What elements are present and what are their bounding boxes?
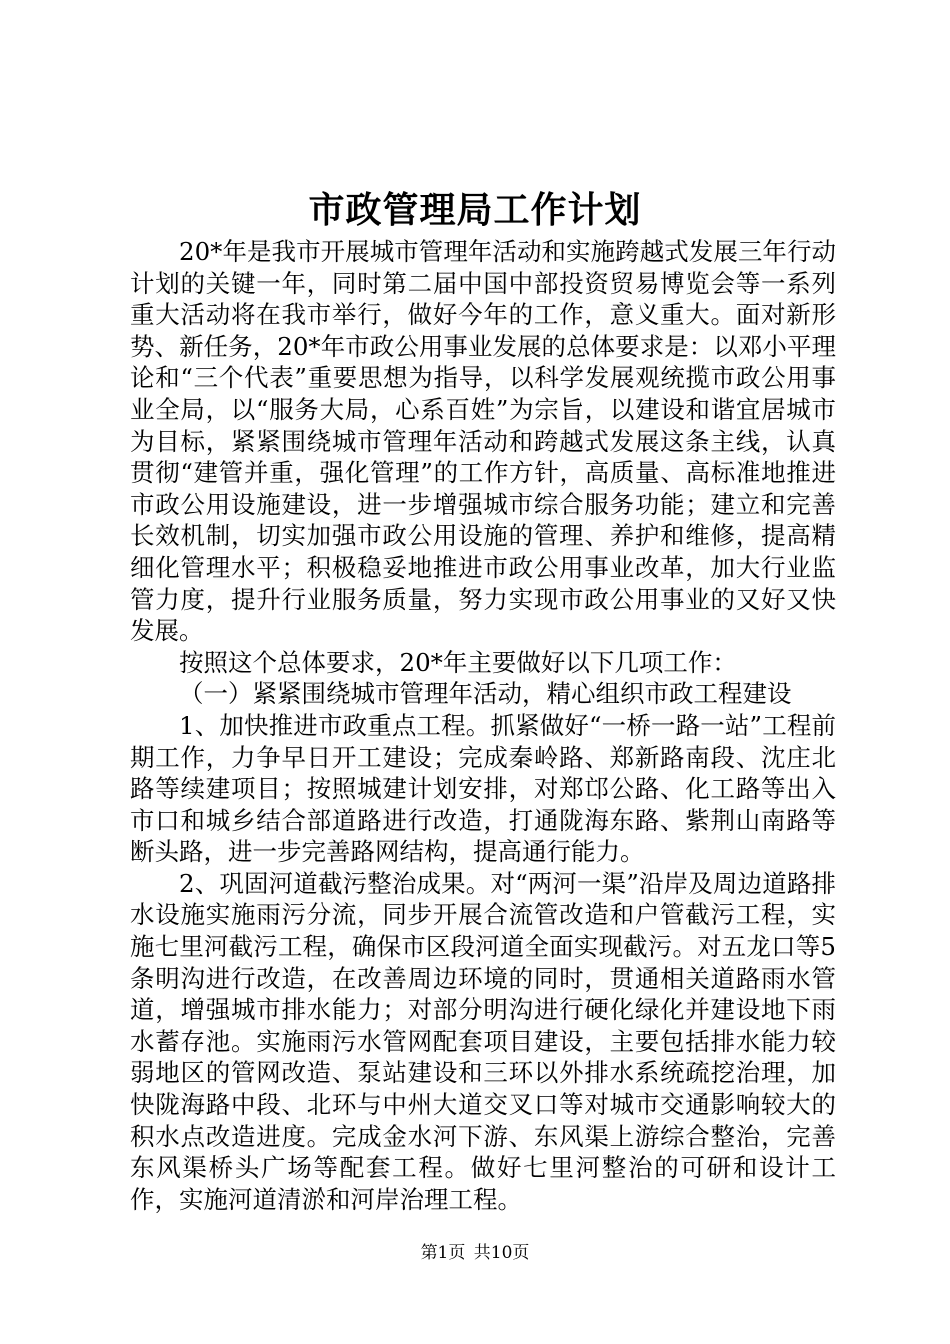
document-title: 市政管理局工作计划 [308,189,642,231]
paragraph-item-1: 1、加快推进市政重点工程。抓紧做好“一桥一路一站”工程前期工作，力争早日开工建设；完成秦岭路、郑新路南段、沈庄北路等续建项目；按照城建计划安排，对郑邙公路、化工路等出入市口和城乡结合部道路进行改造，打通陇海东路、紫荆山南路等断头路，进一步完善路网结构，提高通行能力。 [130,710,836,867]
paragraph-requirements: 按照这个总体要求，20*年主要做好以下几项工作： [179,647,737,677]
page-number: 第1页 共10页 [420,1243,530,1263]
section-heading-1: （一）紧紧围绕城市管理年活动，精心组织市政工程建设 [179,679,792,709]
paragraph-item-2: 2、巩固河道截污整治成果。对“两河一渠”沿岸及周边道路排水设施实施雨污分流，同步开展合流管改造和户管截污工程，实施七里河截污工程，确保市区段河道全面实现截污。对五龙口等5条明沟进行改造，在改善周边环境的同时，贯通相关道路雨水管道，增强城市排水能力；对部分明沟进行硬化绿化并建设地下雨水蓄存池。实施雨污水管网配套项目建设，主要包括排水能力较弱地区的管网改造、泵站建设和三环以外排水系统疏挖治理，加快陇海路中段、北环与中州大道交叉口等对城市交通影响较大的积水点改造进度。完成金水河下游、东风渠上游综合整治，完善东风渠桥头广场等配套工程。做好七里河整治的可研和设计工作，实施河道清淤和河岸治理工程。 [130,868,836,1214]
document-body [130,236,836,1215]
paragraph-intro: 20*年是我市开展城市管理年活动和实施跨越式发展三年行动计划的关键一年，同时第二届中国中部投资贸易博览会等一系列重大活动将在我市举行，做好今年的工作，意义重大。面对新形势、新任务，20*年市政公用事业发展的总体要求是：以邓小平理论和“三个代表”重要思想为指导，以科学发展观统揽市政公用事业全局，以“服务大局，心系百姓”为宗旨，以建设和谐宜居城市为目标，紧紧围绕城市管理年活动和跨越式发展这条主线，认真贯彻“建管并重，强化管理”的工作方针，高质量、高标准地推进市政公用设施建设，进一步增强城市综合服务功能；建立和完善长效机制，切实加强市政公用设施的管理、养护和维修，提高精细化管理水平；积极稳妥地推进市政公用事业改革，加大行业监管力度，提升行业服务质量，努力实现市政公用事业的又好又快发展。 [130,237,836,646]
